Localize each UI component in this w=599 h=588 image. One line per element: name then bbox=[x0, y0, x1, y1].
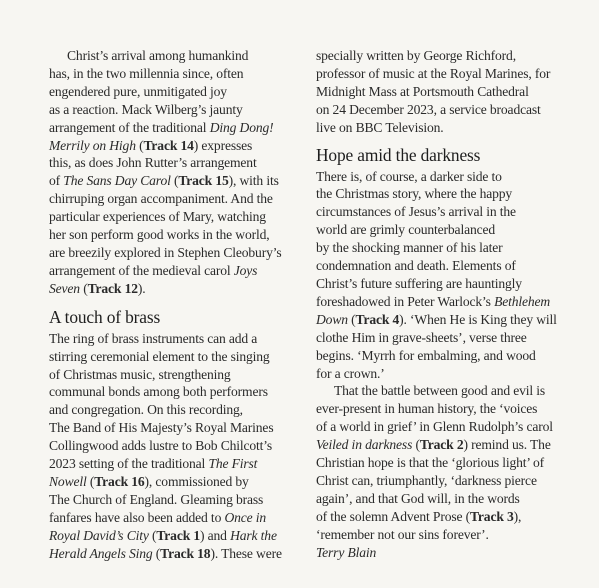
text-line bbox=[49, 137, 307, 155]
track-reference: Track 18 bbox=[160, 545, 211, 561]
text-line bbox=[49, 527, 307, 545]
text-line bbox=[49, 330, 307, 348]
text-run: this, as does John Rutter’s arrangement bbox=[49, 155, 257, 171]
track-reference: Track 2 bbox=[419, 437, 464, 453]
text-run: That the battle between good and evil is bbox=[334, 383, 546, 399]
text-run: The Band of His Majesty’s Royal Marines bbox=[49, 420, 274, 436]
text-run: ( bbox=[148, 527, 157, 543]
paragraph-specially-written bbox=[316, 47, 578, 137]
text-line bbox=[49, 172, 307, 190]
text-line bbox=[316, 119, 578, 137]
text-run: ( bbox=[412, 437, 420, 453]
text-line bbox=[316, 490, 578, 508]
text-run: again’, and that God will, in the words bbox=[316, 490, 520, 506]
text-line bbox=[49, 190, 307, 208]
text-line bbox=[49, 83, 307, 101]
italic-title: Merrily on High bbox=[49, 137, 136, 153]
text-run: ), with its bbox=[228, 173, 279, 189]
text-run: The ring of brass instruments can add a bbox=[49, 330, 258, 346]
text-line bbox=[316, 275, 578, 293]
text-run: and congregation. On this recording, bbox=[49, 402, 243, 418]
italic-title: Bethlehem bbox=[494, 293, 551, 309]
text-run: ). bbox=[137, 280, 146, 296]
text-line bbox=[316, 508, 578, 526]
paragraph-ring-of-brass bbox=[49, 330, 307, 563]
text-run: ), commissioned by bbox=[144, 473, 249, 489]
text-line bbox=[316, 257, 578, 275]
italic-title: Ding Dong! bbox=[209, 119, 274, 135]
text-line bbox=[316, 436, 578, 454]
text-line bbox=[49, 473, 307, 491]
text-run: for a crown.’ bbox=[316, 365, 385, 381]
italic-title: Hark the bbox=[230, 527, 277, 543]
text-run: as a reaction. Mack Wilberg’s jaunty bbox=[49, 101, 243, 117]
text-line bbox=[49, 348, 307, 366]
text-run: ( bbox=[79, 280, 88, 296]
text-line bbox=[49, 208, 307, 226]
text-run: Christian hope is that the ‘glorious light’ of bbox=[316, 455, 545, 471]
right-column bbox=[316, 0, 578, 561]
text-line bbox=[49, 119, 307, 137]
text-run: stirring ceremonial element to the singing bbox=[49, 348, 270, 364]
heading-hope-amid-the-darkness: Hope amid the darkness bbox=[316, 144, 481, 165]
text-run: ). These were bbox=[210, 545, 282, 561]
text-run: Christ’s future suffering are hauntingly bbox=[316, 275, 522, 291]
italic-title: Seven bbox=[49, 280, 80, 296]
text-line bbox=[316, 203, 578, 221]
text-run: chirruping organ accompaniment. And the bbox=[49, 191, 273, 207]
text-line bbox=[49, 226, 307, 244]
text-line bbox=[316, 168, 578, 186]
text-run: of Christmas music, strengthening bbox=[49, 366, 231, 382]
text-run: ( bbox=[135, 137, 144, 153]
text-run: communal bonds among both performers bbox=[49, 384, 268, 400]
text-run: There is, of course, a darker side to bbox=[316, 168, 502, 184]
text-run: ). ‘When He is King they will bbox=[399, 311, 557, 327]
text-line bbox=[316, 311, 578, 329]
text-run: particular experiences of Mary, watching bbox=[49, 209, 266, 225]
text-run: condemnation and death. Elements of bbox=[316, 258, 516, 274]
text-run: professor of music at the Royal Marines, for bbox=[316, 65, 551, 81]
text-line bbox=[49, 101, 307, 119]
text-line bbox=[49, 509, 307, 527]
text-run: ) expresses bbox=[193, 137, 253, 153]
text-line bbox=[49, 366, 307, 384]
paragraph-christs-arrival bbox=[49, 47, 307, 298]
left-column bbox=[49, 0, 307, 562]
text-line bbox=[316, 185, 578, 203]
text-run: world are grimly counterbalanced bbox=[316, 222, 496, 238]
text-run: clothe Him in grave-sheets’, verse three bbox=[316, 329, 527, 345]
text-line bbox=[49, 401, 307, 419]
text-line bbox=[316, 293, 578, 311]
italic-title: The Sans Day Carol bbox=[63, 173, 171, 189]
text-line bbox=[316, 239, 578, 257]
track-reference: Track 14 bbox=[143, 137, 194, 153]
text-run: ), bbox=[513, 508, 522, 524]
text-run: ( bbox=[86, 473, 95, 489]
track-reference: Track 16 bbox=[94, 473, 145, 489]
text-run: arrangement of the medieval carol bbox=[49, 262, 234, 278]
text-run: of the solemn Advent Prose ( bbox=[316, 508, 470, 524]
text-line bbox=[49, 419, 307, 437]
text-run: Christ’s arrival among humankind bbox=[67, 48, 249, 63]
text-run: arrangement of the traditional bbox=[49, 119, 210, 135]
text-line bbox=[316, 221, 578, 239]
text-line bbox=[316, 400, 578, 418]
text-run: engendered pure, unmitigated joy bbox=[49, 83, 227, 99]
text-run: begins. ‘Myrrh for embalming, and wood bbox=[316, 347, 536, 363]
text-line bbox=[49, 244, 307, 262]
text-line bbox=[316, 418, 578, 436]
text-line bbox=[49, 65, 307, 83]
italic-title: The First bbox=[208, 456, 258, 472]
text-line bbox=[316, 472, 578, 490]
text-run: has, in the two millennia since, often bbox=[49, 65, 244, 81]
text-line bbox=[49, 262, 307, 280]
text-run: circumstances of Jesus’s arrival in the bbox=[316, 204, 516, 220]
heading-a-touch-of-brass: A touch of brass bbox=[49, 306, 161, 327]
italic-title: Nowell bbox=[49, 473, 87, 489]
italic-title: Veiled in darkness bbox=[316, 437, 413, 453]
text-run: fanfares have also been added to bbox=[49, 509, 225, 525]
track-reference: Track 4 bbox=[355, 311, 400, 327]
text-line bbox=[49, 437, 307, 455]
track-reference: Track 15 bbox=[178, 173, 229, 189]
text-line bbox=[316, 83, 578, 101]
text-line bbox=[49, 154, 307, 172]
text-run: of bbox=[49, 173, 64, 189]
paragraph-battle-good-evil bbox=[316, 382, 578, 543]
text-run: ( bbox=[152, 545, 161, 561]
text-line bbox=[316, 526, 578, 544]
text-run: ‘remember not our sins forever’. bbox=[316, 526, 489, 542]
text-run: ( bbox=[347, 311, 356, 327]
paragraph-darker-side bbox=[316, 168, 578, 383]
text-line bbox=[49, 491, 307, 509]
text-run: by the shocking manner of his later bbox=[316, 240, 503, 256]
text-line bbox=[316, 454, 578, 472]
text-line bbox=[316, 382, 578, 400]
text-run: on 24 December 2023, a service broadcast bbox=[316, 101, 541, 117]
track-reference: Track 1 bbox=[156, 527, 201, 543]
text-line bbox=[316, 347, 578, 365]
text-line bbox=[316, 365, 578, 383]
text-line bbox=[49, 47, 307, 65]
text-run: the Christmas story, where the happy bbox=[316, 186, 513, 202]
text-run: ever-present in human history, the ‘voices bbox=[316, 401, 538, 417]
text-run: ( bbox=[170, 173, 179, 189]
text-line bbox=[316, 329, 578, 347]
author-signature: Terry Blain bbox=[316, 544, 377, 560]
text-run: ) and bbox=[200, 527, 231, 543]
text-run: specially written by George Richford, bbox=[316, 48, 516, 63]
text-line bbox=[49, 383, 307, 401]
text-run: The Church of England. Gleaming brass bbox=[49, 491, 264, 507]
italic-title: Royal David’s City bbox=[49, 527, 149, 543]
text-run: live on BBC Television. bbox=[316, 119, 444, 135]
text-run: 2023 setting of the traditional bbox=[49, 456, 209, 472]
text-line bbox=[316, 47, 578, 65]
text-run: of a world in grief’ in Glenn Rudolph’s carol bbox=[316, 419, 553, 435]
text-run: ) remind us. The bbox=[463, 437, 551, 453]
text-line bbox=[316, 101, 578, 119]
text-run: her son perform good works in the world, bbox=[49, 227, 270, 243]
text-run: foreshadowed in Peter Warlock’s bbox=[316, 293, 495, 309]
text-line bbox=[49, 545, 307, 563]
text-run: Christ can, triumphantly, ‘darkness pierce bbox=[316, 472, 537, 488]
italic-title: Herald Angels Sing bbox=[49, 545, 153, 561]
text-run: Collingwood adds lustre to Bob Chilcott’s bbox=[49, 438, 273, 454]
text-line bbox=[49, 455, 307, 473]
text-run: are breezily explored in Stephen Cleobury’s bbox=[49, 244, 282, 260]
track-reference: Track 3 bbox=[470, 508, 514, 524]
track-reference: Track 12 bbox=[87, 280, 138, 296]
italic-title: Joys bbox=[233, 262, 258, 278]
italic-title: Down bbox=[316, 311, 348, 327]
text-line bbox=[316, 65, 578, 83]
text-run: Midnight Mass at Portsmouth Cathedral bbox=[316, 83, 529, 99]
italic-title: Once in bbox=[224, 509, 267, 525]
text-line bbox=[49, 280, 307, 298]
